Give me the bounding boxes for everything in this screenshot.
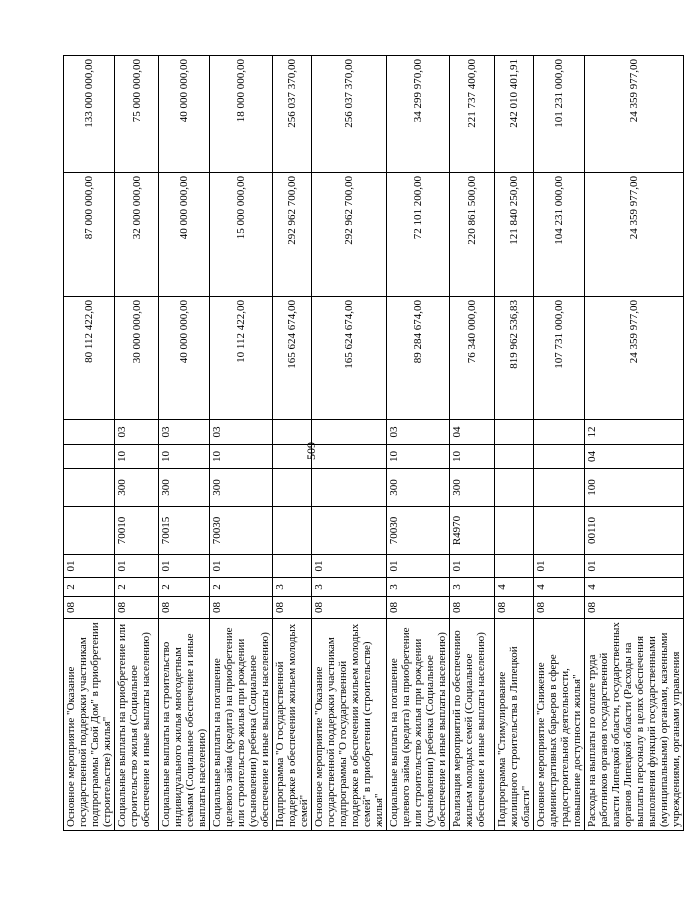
row-description: Расходы на выплаты по оплате труда работников органов государственной власти Липецкой области, государственных органов Липецкой области (Расходы на выплаты персоналу в целях обеспечения выполнения функций государственными (муниципальными) органами, казенными учреждениями, органами управления bbox=[585, 619, 684, 831]
code-subsection: 03 bbox=[159, 420, 210, 445]
code-subsection bbox=[64, 420, 115, 445]
code-subprogram: 3 bbox=[273, 578, 312, 597]
code-subsection: 04 bbox=[450, 420, 495, 445]
amount-col-2: 292 962 700,00 bbox=[312, 173, 387, 297]
row-description: Основное мероприятие "Снижение административных барьеров в сфере градостроительной деятельности, повышение доступности жилья" bbox=[534, 619, 585, 831]
table-body bbox=[64, 56, 684, 831]
amount-col-2: 292 962 700,00 bbox=[273, 173, 312, 297]
amount-col-1: 107 731 000,00 bbox=[534, 297, 585, 420]
code-expense-type: 300 bbox=[115, 469, 159, 507]
code-event bbox=[273, 555, 312, 578]
code-expense-type: 300 bbox=[387, 469, 450, 507]
amount-col-3: 221 737 400,00 bbox=[450, 56, 495, 173]
amount-col-2: 32 000 000,00 bbox=[115, 173, 159, 297]
code-expense-type bbox=[495, 469, 534, 507]
code-direction bbox=[64, 507, 115, 555]
code-direction bbox=[534, 507, 585, 555]
code-event: 01 bbox=[534, 555, 585, 578]
code-section bbox=[312, 445, 387, 469]
code-expense-type bbox=[534, 469, 585, 507]
code-subprogram: 4 bbox=[534, 578, 585, 597]
amount-col-3: 24 359 977,00 bbox=[585, 56, 684, 173]
amount-col-3: 256 037 370,00 bbox=[312, 56, 387, 173]
amount-col-1: 165 624 674,00 bbox=[273, 297, 312, 420]
amount-col-2: 15 000 000,00 bbox=[210, 173, 273, 297]
amount-col-1: 10 112 422,00 bbox=[210, 297, 273, 420]
amount-col-1: 40 000 000,00 bbox=[159, 297, 210, 420]
code-direction bbox=[312, 507, 387, 555]
amount-col-2: 24 359 977,00 bbox=[585, 173, 684, 297]
code-subsection: 12 bbox=[585, 420, 684, 445]
code-subprogram: 4 bbox=[495, 578, 534, 597]
code-event: 01 bbox=[210, 555, 273, 578]
table-row bbox=[273, 56, 312, 831]
row-description: Социальные выплаты на погашение целевого займа (кредита) на приобретение или строительство жилья при рождении (усыновлении) ребенка (Социальное обеспечение и иные выплаты населению) bbox=[210, 619, 273, 831]
code-program: 08 bbox=[585, 597, 684, 619]
row-description: Основное мероприятие "Оказание государственной поддержки участникам подпрограммы "Свой Дом" в приобретении (строительстве) жилья" bbox=[64, 619, 115, 831]
budget-table bbox=[63, 55, 684, 831]
amount-col-3: 101 231 000,00 bbox=[534, 56, 585, 173]
code-program: 08 bbox=[115, 597, 159, 619]
code-direction: 70030 bbox=[210, 507, 273, 555]
code-subsection bbox=[273, 420, 312, 445]
code-program: 08 bbox=[210, 597, 273, 619]
row-description: Социальные выплаты на приобретение или строительство жилья (Социальное обеспечение и иные выплаты населению) bbox=[115, 619, 159, 831]
amount-col-2: 220 861 500,00 bbox=[450, 173, 495, 297]
code-section: 10 bbox=[115, 445, 159, 469]
table-row bbox=[312, 56, 387, 831]
code-section: 10 bbox=[387, 445, 450, 469]
code-section bbox=[64, 445, 115, 469]
code-event: 01 bbox=[450, 555, 495, 578]
code-direction bbox=[273, 507, 312, 555]
code-expense-type bbox=[273, 469, 312, 507]
code-section bbox=[273, 445, 312, 469]
code-subprogram: 3 bbox=[387, 578, 450, 597]
code-program: 08 bbox=[534, 597, 585, 619]
code-subsection: 03 bbox=[387, 420, 450, 445]
code-section bbox=[495, 445, 534, 469]
code-event: 01 bbox=[312, 555, 387, 578]
code-section: 10 bbox=[210, 445, 273, 469]
code-section: 10 bbox=[450, 445, 495, 469]
code-subsection bbox=[312, 420, 387, 445]
amount-col-2: 72 101 200,00 bbox=[387, 173, 450, 297]
amount-col-3: 18 000 000,00 bbox=[210, 56, 273, 173]
row-description: Реализация мероприятий по обеспечению жильем молодых семей (Социальное обеспечение и иные выплаты населению) bbox=[450, 619, 495, 831]
code-expense-type: 300 bbox=[450, 469, 495, 507]
code-direction: 70030 bbox=[387, 507, 450, 555]
amount-col-1: 24 359 977,00 bbox=[585, 297, 684, 420]
code-program: 08 bbox=[387, 597, 450, 619]
table-row bbox=[159, 56, 210, 831]
code-direction: 70015 bbox=[159, 507, 210, 555]
code-program: 08 bbox=[495, 597, 534, 619]
code-subsection: 03 bbox=[210, 420, 273, 445]
code-program: 08 bbox=[273, 597, 312, 619]
table-row bbox=[534, 56, 585, 831]
amount-col-1: 76 340 000,00 bbox=[450, 297, 495, 420]
amount-col-2: 87 000 000,00 bbox=[64, 173, 115, 297]
code-section: 10 bbox=[159, 445, 210, 469]
code-event: 01 bbox=[387, 555, 450, 578]
code-program: 08 bbox=[159, 597, 210, 619]
table-row bbox=[64, 56, 115, 831]
amount-col-1: 80 112 422,00 bbox=[64, 297, 115, 420]
amount-col-3: 34 299 970,00 bbox=[387, 56, 450, 173]
rotated-page-content bbox=[63, 56, 682, 831]
row-description: Подпрограмма "О государственной поддержке в обеспечении жильем молодых семей" bbox=[273, 619, 312, 831]
code-event: 01 bbox=[115, 555, 159, 578]
code-direction: 00110 bbox=[585, 507, 684, 555]
code-event bbox=[495, 555, 534, 578]
amount-col-1: 819 962 536,83 bbox=[495, 297, 534, 420]
table-row bbox=[210, 56, 273, 831]
code-direction: 70010 bbox=[115, 507, 159, 555]
amount-col-2: 104 231 000,00 bbox=[534, 173, 585, 297]
amount-col-1: 165 624 674,00 bbox=[312, 297, 387, 420]
code-direction: R4970 bbox=[450, 507, 495, 555]
code-subprogram: 3 bbox=[312, 578, 387, 597]
row-description: Социальные выплаты на строительство индивидуального жилья многодетным семьям (Социальное обеспечение и иные выплаты населению) bbox=[159, 619, 210, 831]
table-row bbox=[115, 56, 159, 831]
amount-col-3: 40 000 000,00 bbox=[159, 56, 210, 173]
code-expense-type: 100 bbox=[585, 469, 684, 507]
code-expense-type bbox=[64, 469, 115, 507]
table-row bbox=[450, 56, 495, 831]
amount-col-3: 242 010 401,91 bbox=[495, 56, 534, 173]
amount-col-3: 256 037 370,00 bbox=[273, 56, 312, 173]
code-expense-type: 300 bbox=[210, 469, 273, 507]
code-event: 01 bbox=[64, 555, 115, 578]
code-subprogram: 2 bbox=[64, 578, 115, 597]
code-subsection: 03 bbox=[115, 420, 159, 445]
code-subprogram: 4 bbox=[585, 578, 684, 597]
code-subprogram: 2 bbox=[210, 578, 273, 597]
code-program: 08 bbox=[312, 597, 387, 619]
page-number: 509 bbox=[304, 442, 318, 460]
code-expense-type: 300 bbox=[159, 469, 210, 507]
code-section bbox=[534, 445, 585, 469]
amount-col-3: 133 000 000,00 bbox=[64, 56, 115, 173]
table-row bbox=[585, 56, 684, 831]
code-program: 08 bbox=[64, 597, 115, 619]
code-event: 01 bbox=[159, 555, 210, 578]
row-description: Основное мероприятие "Оказание государственной поддержки участникам подпрограммы "О государственной поддержке в обеспечении жильем молодых семей" в приобретении (строительстве) жилья" bbox=[312, 619, 387, 831]
code-subprogram: 2 bbox=[159, 578, 210, 597]
amount-col-2: 40 000 000,00 bbox=[159, 173, 210, 297]
code-direction bbox=[495, 507, 534, 555]
code-subsection bbox=[534, 420, 585, 445]
amount-col-1: 89 284 674,00 bbox=[387, 297, 450, 420]
table-row bbox=[495, 56, 534, 831]
code-subprogram: 2 bbox=[115, 578, 159, 597]
amount-col-2: 121 840 250,00 bbox=[495, 173, 534, 297]
code-program: 08 bbox=[450, 597, 495, 619]
code-event: 01 bbox=[585, 555, 684, 578]
row-description: Социальные выплаты на погашение целевого займа (кредита) на приобретение или строительство жилья при рождении (усыновлении) ребенка (Социальное обеспечение и иные выплаты населению) bbox=[387, 619, 450, 831]
code-section: 04 bbox=[585, 445, 684, 469]
amount-col-3: 75 000 000,00 bbox=[115, 56, 159, 173]
row-description: Подпрограмма "Стимулирование жилищного строительства в Липецкой области" bbox=[495, 619, 534, 831]
table-row bbox=[387, 56, 450, 831]
code-subsection bbox=[495, 420, 534, 445]
amount-col-1: 30 000 000,00 bbox=[115, 297, 159, 420]
code-expense-type bbox=[312, 469, 387, 507]
code-subprogram: 3 bbox=[450, 578, 495, 597]
